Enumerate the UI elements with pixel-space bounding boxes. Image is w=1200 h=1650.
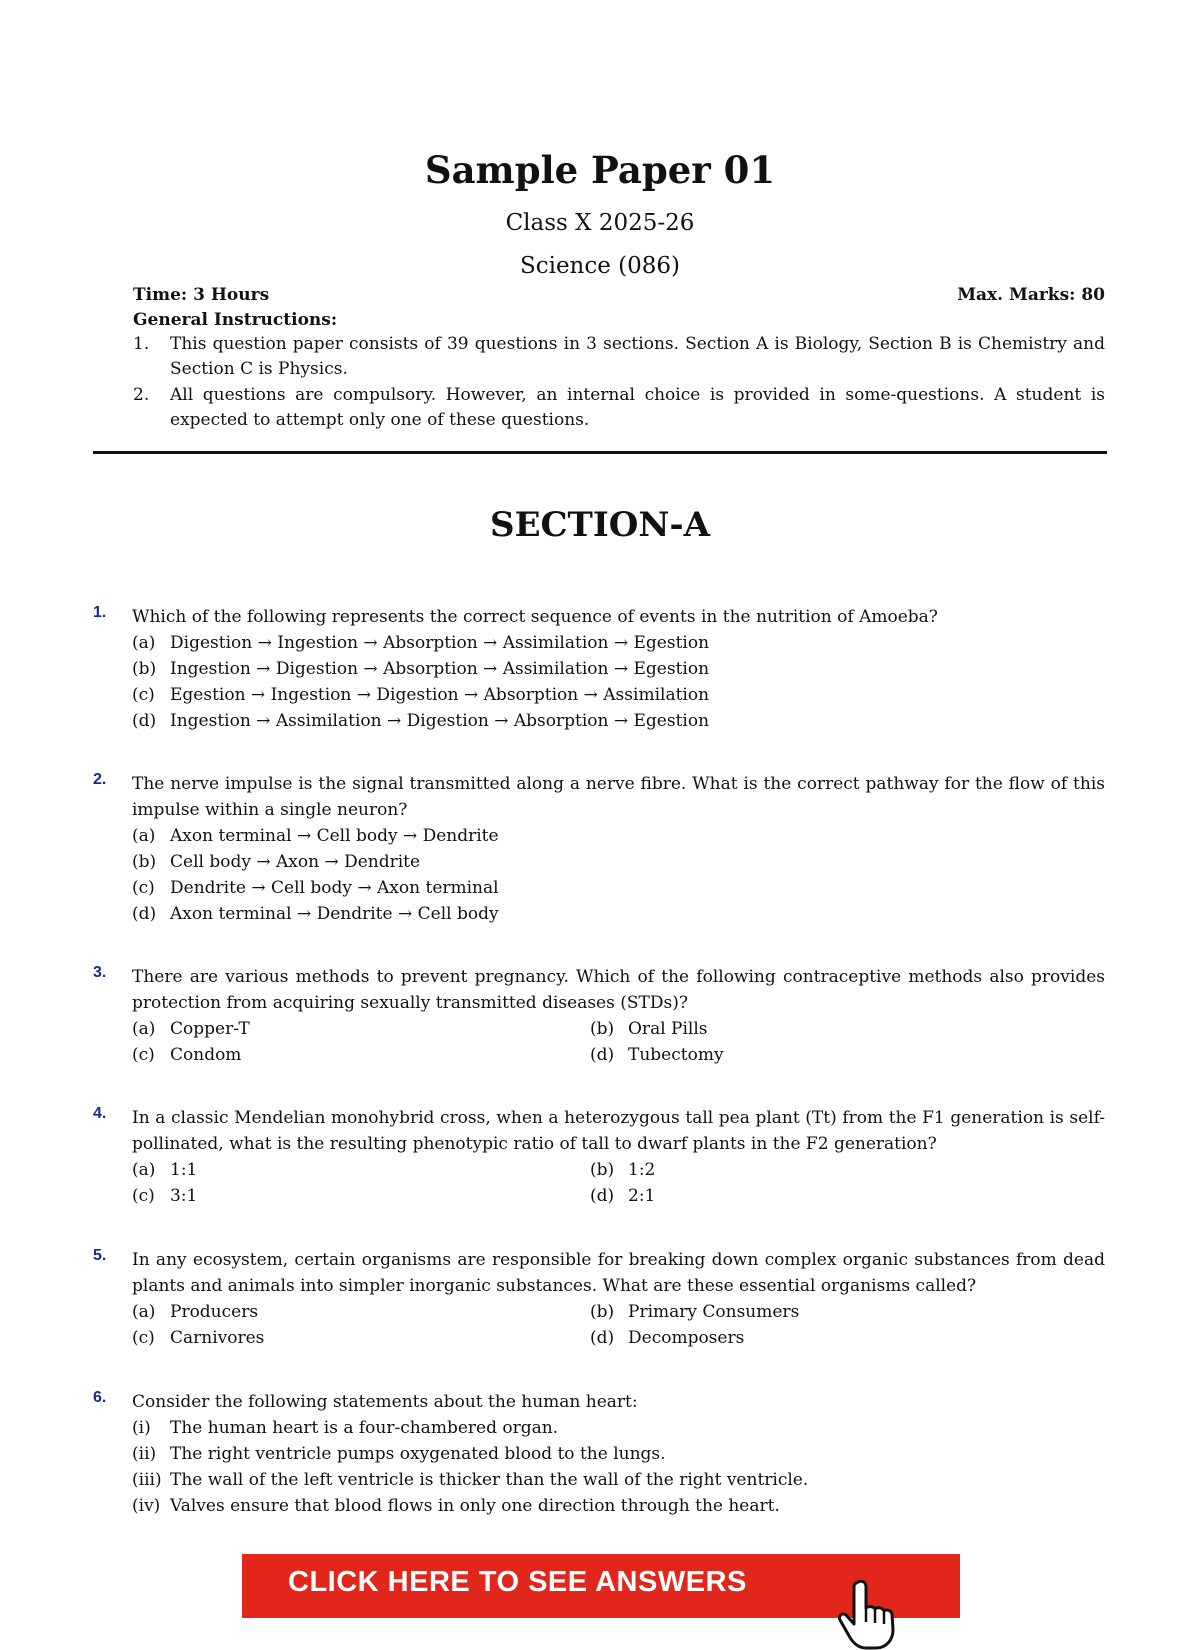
section-title: SECTION-A [490,505,710,545]
instruction-item [133,383,1105,433]
option-text: Condom [170,1045,242,1065]
question-text: The nerve impulse is the signal transmitted along a nerve fibre. What is the correct pathway for the flow of this impulse within a single neuron? [132,774,1105,820]
option [590,1299,1048,1325]
option-label: (c) [132,1186,155,1206]
statement [132,1441,1105,1467]
option [132,1016,590,1042]
time-label: Time: 3 Hours [133,285,270,305]
option-label: (b) [590,1019,615,1039]
option [132,708,1105,734]
question-text: Consider the following statements about the human heart: [132,1392,638,1412]
option-text: Axon terminal → Dendrite → Cell body [170,904,499,924]
pointing-hand-icon [836,1578,906,1650]
option-text: Dendrite → Cell body → Axon terminal [170,878,499,898]
question-3 [93,964,1105,1068]
option-label: (c) [132,878,155,898]
option [132,901,1105,927]
option-text: Carnivores [170,1328,265,1348]
options-grid [132,1016,1105,1068]
question-number: 4. [93,1105,107,1122]
statements-list [132,1415,1105,1519]
option-text: 1:2 [628,1160,656,1180]
question-number: 3. [93,964,107,981]
option-label: (b) [132,852,157,872]
option-label: (a) [132,633,156,653]
option [132,682,1105,708]
question-text: Which of the following represents the correct sequence of events in the nutrition of Amoeba? [132,607,938,627]
question-number: 5. [93,1247,107,1264]
statement-text: The human heart is a four-chambered organ. [170,1418,559,1438]
question-text: In any ecosystem, certain organisms are responsible for breaking down complex organic substances from dead plants and animals into simpler inorganic substances. What are these essential organisms called? [132,1250,1105,1296]
option-text: Tubectomy [628,1045,724,1065]
statement-text: The wall of the left ventricle is thicker than the wall of the right ventricle. [170,1470,809,1490]
option-label: (c) [132,685,155,705]
option-label: (c) [132,1045,155,1065]
statement [132,1415,1105,1441]
question-number: 6. [93,1389,107,1406]
option [590,1016,1048,1042]
options-list [132,823,1105,927]
instruction-text: All questions are compulsory. However, an internal choice is provided in some-questions. A student is expected to attempt only one of these questions. [170,385,1105,430]
option [132,1183,590,1209]
option [132,1299,590,1325]
option-text: Oral Pills [628,1019,708,1039]
question-5 [93,1247,1105,1351]
option-text: Primary Consumers [628,1302,800,1322]
option [590,1183,1048,1209]
options-list [132,630,1105,734]
option-text: Digestion → Ingestion → Absorption → Assimilation → Egestion [170,633,710,653]
statement-text: Valves ensure that blood flows in only one direction through the heart. [170,1496,780,1516]
option-label: (c) [132,1328,155,1348]
options-grid [132,1157,1105,1209]
option [132,1042,590,1068]
statement-label: (ii) [132,1444,157,1464]
option [132,823,1105,849]
instruction-item [133,332,1105,382]
question-4 [93,1105,1105,1209]
option-label: (d) [590,1045,615,1065]
option-label: (d) [132,904,157,924]
option-text: Ingestion → Assimilation → Digestion → Absorption → Egestion [170,711,710,731]
question-6 [93,1389,1105,1519]
option-text: 1:1 [170,1160,198,1180]
paper-title: Sample Paper 01 [424,148,776,192]
header-divider [93,451,1107,454]
question-text: There are various methods to prevent pregnancy. Which of the following contraceptive methods also provides protection from acquiring sexually transmitted diseases (STDs)? [132,967,1105,1013]
max-marks-label: Max. Marks: 80 [957,285,1105,305]
option-label: (b) [590,1302,615,1322]
question-1 [93,604,1105,734]
option [132,656,1105,682]
option-label: (a) [132,1019,156,1039]
question-number: 2. [93,771,107,788]
option [590,1042,1048,1068]
option-text: Egestion → Ingestion → Digestion → Absorption → Assimilation [170,685,710,705]
question-text: In a classic Mendelian monohybrid cross, when a heterozygous tall pea plant (Tt) from the F1 generation is self-pollinated, what is the resulting phenotypic ratio of tall to dwarf plants in the F2 generation? [132,1108,1105,1154]
option-text: 3:1 [170,1186,198,1206]
option-label: (b) [132,659,157,679]
option-label: (a) [132,1160,156,1180]
option-label: (d) [132,711,157,731]
option-text: Cell body → Axon → Dendrite [170,852,421,872]
option-label: (a) [132,1302,156,1322]
option [132,630,1105,656]
options-grid [132,1299,1105,1351]
option [132,1325,590,1351]
instruction-text: This question paper consists of 39 questions in 3 sections. Section A is Biology, Section B is Chemistry and Section C is Physics. [170,334,1105,379]
option-text: 2:1 [628,1186,656,1206]
option-label: (b) [590,1160,615,1180]
see-answers-label: CLICK HERE TO SEE ANSWERS [288,1566,747,1598]
option [132,1157,590,1183]
statement [132,1493,1105,1519]
option-text: Axon terminal → Cell body → Dendrite [170,826,499,846]
option-label: (d) [590,1328,615,1348]
option-label: (a) [132,826,156,846]
statement-text: The right ventricle pumps oxygenated blood to the lungs. [170,1444,666,1464]
option [590,1325,1048,1351]
option-text: Producers [170,1302,259,1322]
subject-line: Science (086) [519,253,681,279]
general-instructions-title: General Instructions: [133,310,338,330]
option-text: Copper-T [170,1019,250,1039]
question-2 [93,771,1105,927]
instruction-number: 1. [133,334,150,354]
instruction-number: 2. [133,385,150,405]
statement [132,1467,1105,1493]
question-number: 1. [93,604,107,621]
statement-label: (i) [132,1418,151,1438]
meta-row [133,285,1105,305]
statement-label: (iii) [132,1470,162,1490]
option [132,875,1105,901]
option-label: (d) [590,1186,615,1206]
class-line: Class X 2025-26 [505,210,695,236]
option [132,849,1105,875]
statement-label: (iv) [132,1496,161,1516]
option [590,1157,1048,1183]
option-text: Ingestion → Digestion → Absorption → Assimilation → Egestion [170,659,710,679]
option-text: Decomposers [628,1328,745,1348]
